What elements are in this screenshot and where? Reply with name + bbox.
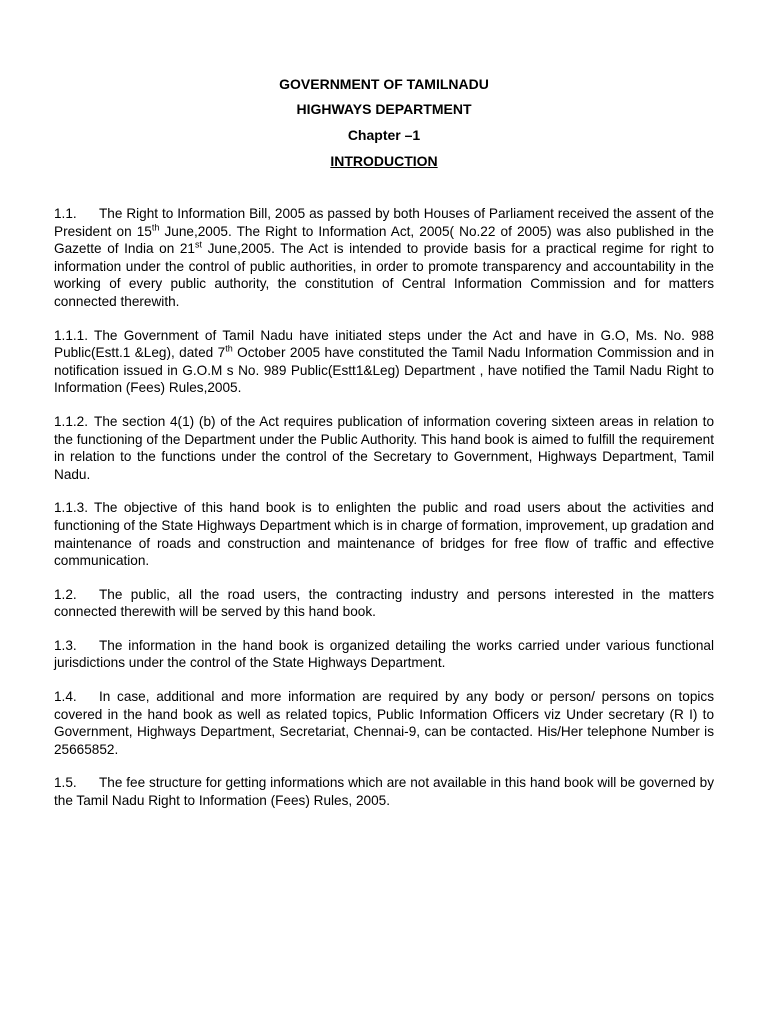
paragraph-1-1-1	[54, 327, 714, 397]
paragraph-number: 1.2.	[54, 586, 77, 602]
paragraph-number: 1.1.2.	[54, 413, 89, 429]
document-body	[54, 205, 714, 826]
paragraph-number: 1.1.	[54, 206, 77, 221]
paragraph-text: The information in the hand book is organized detailing the works carried under various functional jurisdictions under the control of the State Highways Department.	[54, 637, 714, 671]
header-department: HIGHWAYS DEPARTMENT	[296, 101, 472, 117]
paragraph-text: In case, additional and more information are required by any body or person/ persons on topics covered in the hand book as well as related topics, Public Information Officers viz Under secretary (R I) to Government, Highways Department, Secretariat, Chennai-9, can be contacted. His/Her telephone Number is 25665852.	[54, 689, 714, 757]
paragraph-text: October 2005 have constituted the Tamil Nadu Information Commission and in notification issued in G.O.M s No. 989 Public(Estt1&Leg) Department , have notified the Tamil Nadu Right to Information (Fees) Rules,2005.	[54, 345, 714, 396]
superscript: st	[195, 239, 203, 250]
paragraph-text: June,2005. The Act is intended to provide basis for a practical regime for right to information under the control of public authorities, in order to promote transparency and accountability in the working of every public authority, the constitution of Central Information Commission and for matters connected therewith.	[54, 241, 714, 309]
paragraph-text: June,2005. The Right to Information Act, 2005( No.22 of 2005) was also published in the Gazette of India on 21	[54, 223, 714, 257]
paragraph-text: The Right to Information Bill, 2005 as passed by both Houses of Parliament received the assent of the President on 15	[54, 206, 714, 239]
superscript: th	[151, 222, 160, 233]
paragraph-1-1-2	[54, 413, 714, 483]
paragraph-text: The public, all the road users, the contracting industry and persons interested in the matters connected therewith will be served by this hand book.	[54, 586, 714, 620]
paragraph-1-5	[54, 774, 714, 809]
paragraph-number: 1.3.	[54, 637, 77, 653]
paragraph-1-1-3	[54, 499, 714, 569]
paragraph-text: The objective of this hand book is to enlighten the public and road users about the activities and functioning of the State Highways Department which is in charge of formation, improvement, up gradation and maintenance of roads and construction and maintenance of bridges for free flow of traffic and effective communication.	[54, 500, 714, 569]
paragraph-number: 1.4.	[54, 689, 77, 705]
paragraph-text: The Government of Tamil Nadu have initiated steps under the Act and have in G.O, Ms. No. 988 Public(Estt.1 &Leg), dated 7	[54, 327, 714, 361]
header-chapter: Chapter –1	[347, 127, 421, 143]
paragraph-1-2	[54, 586, 714, 621]
paragraph-number: 1.1.3.	[54, 500, 89, 516]
header-government: GOVERNMENT OF TAMILNADU	[279, 76, 489, 92]
paragraph-1-3	[54, 637, 714, 672]
paragraph-number: 1.1.1.	[54, 327, 89, 343]
paragraph-1-1	[54, 205, 714, 311]
header-introduction: INTRODUCTION	[330, 153, 438, 169]
superscript: th	[225, 343, 233, 354]
paragraph-1-4	[54, 688, 714, 758]
paragraph-text: The fee structure for getting informations which are not available in this hand book will be governed by the Tamil Nadu Right to Information (Fees) Rules, 2005.	[54, 775, 714, 809]
paragraph-text: The section 4(1) (b) of the Act requires publication of information covering sixteen areas in relation to the functioning of the Department under the Public Authority. This hand book is aimed to fulfill the requirement in relation to the functions under the control of the Secretary to Government, Highways Department, Tamil Nadu.	[54, 413, 714, 482]
paragraph-number: 1.5.	[54, 775, 77, 791]
